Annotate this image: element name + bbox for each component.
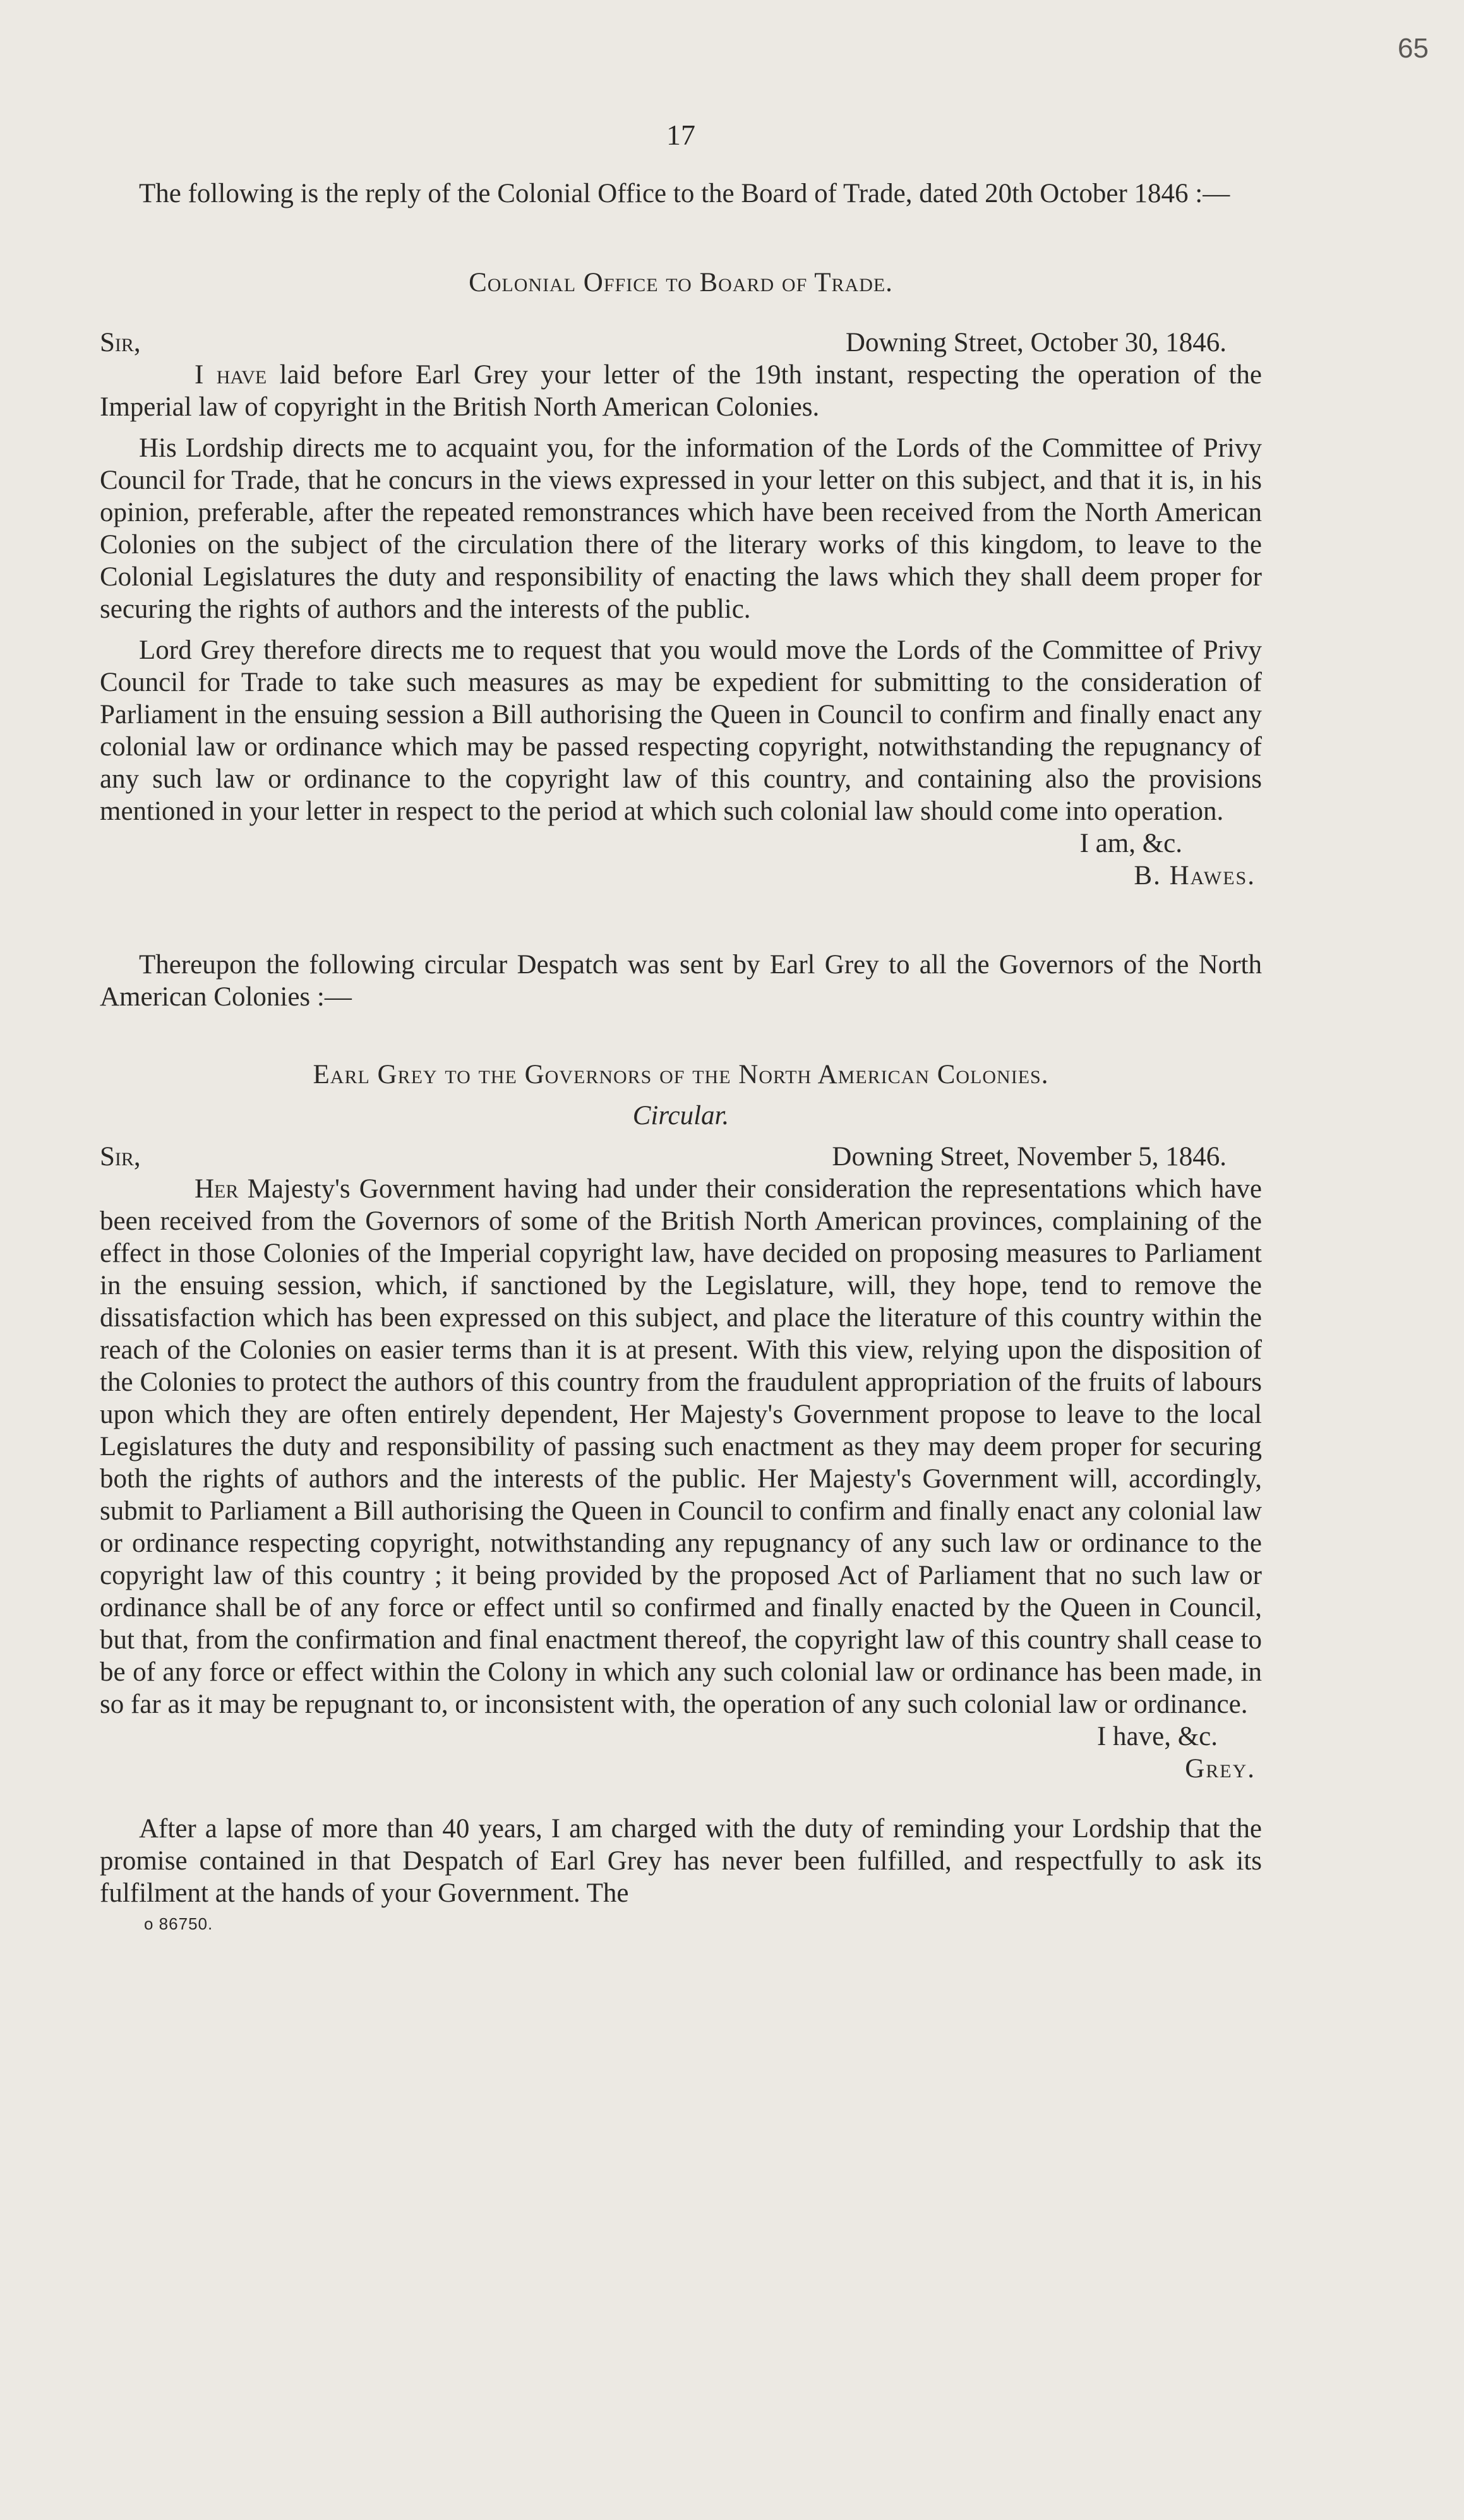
letter1-heading: Colonial Office to Board of Trade. xyxy=(469,268,893,297)
letter2-heading: Earl Grey to the Governors of the North American Colonies. xyxy=(313,1060,1049,1089)
letter2-address-date: Downing Street, November 5, 1846. xyxy=(832,1142,1227,1172)
letter2-lead-word: Her xyxy=(195,1174,239,1204)
letter1-paragraph-1 xyxy=(100,359,1262,423)
letter1-paragraph-3: Lord Grey therefore directs me to request that you would move the Lords of the Committee of Privy Council for Trade to take such measures as may be expedient for submitting to the consideration of Parliament in the ensuing session a Bill authorising the Queen in Council to confirm and finally enact any colonial law or ordinance which may be passed respecting copyright, notwithstanding the repugnancy of any such law or ordinance to the copyright law of this country, and containing also the provisions mentioned in your letter in respect to the period at which such colonial law should come into operation. xyxy=(100,635,1262,826)
letter1-paragraph-1-text: laid before Earl Grey your letter of the 19th instant, respecting the operation of the Imperial law of copyright in the British North American Colonies. xyxy=(100,360,1263,422)
transition-paragraph: Thereupon the following circular Despatch was sent by Earl Grey to all the Governors of the North American Colonies :— xyxy=(100,950,1262,1012)
final-paragraph: After a lapse of more than 40 years, I am charged with the duty of reminding your Lordship that the promise contained in that Despatch of Earl Grey has never been fulfilled, and respectfully to ask its fulfilment at the hands of your Government. The xyxy=(100,1814,1262,1908)
letter2-subheading: Circular. xyxy=(632,1101,729,1131)
letter1-address-date: Downing Street, October 30, 1846. xyxy=(845,328,1227,357)
letter2-closing: I have, &c. xyxy=(1096,1722,1218,1751)
letter1-lead-word: I have xyxy=(195,360,267,390)
letter1-paragraph-2: His Lordship directs me to acquaint you, for the information of the Lords of the Committee of Privy Council for Trade, that he concurs in the views expressed in your letter on this subject, and that it is, in his opinion, preferable, after the repeated remonstrances which have been received from the North American Colonies on the subject of the circulation there of the literary works of this kingdom, to leave to the Colonial Legislatures the duty and responsibility of enacting the laws which they shall deem proper for securing the rights of authors and the interests of the public. xyxy=(100,433,1262,624)
letter2-paragraph xyxy=(100,1173,1262,1720)
folio-number: 65 xyxy=(1398,33,1429,64)
letter2-signature: Grey. xyxy=(1185,1754,1256,1784)
letter2-salutation-line xyxy=(100,1141,1262,1173)
page-number: 17 xyxy=(666,119,695,151)
letter2-salutation: Sir, xyxy=(100,1142,141,1172)
letter2-paragraph-text: Majesty's Government having had under their consideration the representations which have been received from the Governors of some of the British North American provinces, complaining of the effect in those Colonies of the Imperial copyright law, have decided on proposing measures to Parliament in the ensuing session, which, if sanctioned by the Legislature, will, they hope, tend to remove the dissatisfaction which has been expressed on this subject, and place the literature of this country within the reach of the Colonies on easier terms than it is at present. With this view, relying upon the disposition of the Colonies to protect the authors of this country from the fraudulent appropriation of the fruits of labours upon which they are often entirely dependent, Her Majesty's Government propose to leave to the local Legislatures the duty and responsibility of passing such enactment as they may deem proper for securing both the rights of authors and the interests of the public. Her Majesty's Government will, accordingly, submit to Parliament a Bill authorising the Queen in Council to confirm and finally enact any colonial law or ordinance respecting copyright, notwithstanding any repugnancy of any such law or ordinance to the copyright law of this country ; it being provided by the proposed Act of Parliament that no such law or ordinance shall be of any force or effect until so confirmed and finally enacted by the Queen in Council, but that, from the confirmation and final enactment thereof, the copyright law of this country shall cease to be of any force or effect within the Colony in which any such colonial law or ordinance has been made, in so far as it may be repugnant to, or inconsistent with, the operation of any such colonial law or ordinance. xyxy=(100,1174,1263,1719)
page-content xyxy=(100,119,1262,1933)
letter1-salutation: Sir, xyxy=(100,328,141,357)
letter1-salutation-line xyxy=(100,327,1262,359)
letter1-closing: I am, &c. xyxy=(1079,829,1182,858)
letter1-signature: B. Hawes. xyxy=(1134,861,1256,891)
printer-mark: o 86750. xyxy=(144,1914,213,1933)
intro-paragraph: The following is the reply of the Colonial Office to the Board of Trade, dated 20th October 1846 :— xyxy=(139,179,1230,208)
